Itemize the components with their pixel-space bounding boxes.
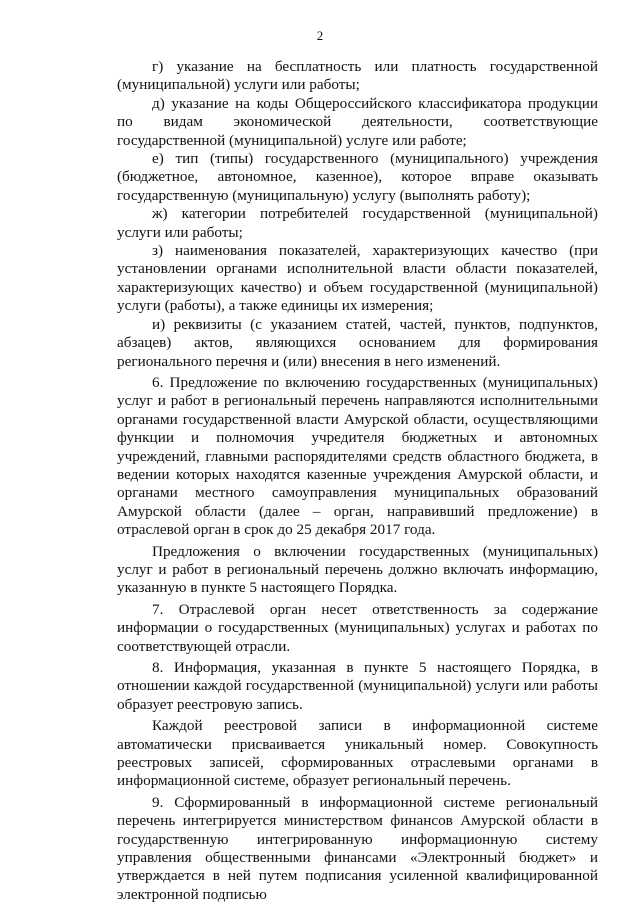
document-body: [117, 58, 598, 904]
paragraph-g-free-or-paid: г) указание на бесплатность или платность государственной (муниципальной) услуги или работы;: [117, 58, 598, 94]
paragraph-z-indicators: з) наименования показателей, характеризующих качество (при установлении органами исполнительной власти области показателей, характеризующих качество) и объем государственной (муниципальной) услуги (работы), а также единицы их измерения;: [117, 242, 598, 315]
paragraph-proposal-content: Предложения о включении государственных (муниципальных) услуг и работ в региональный перечень должно включать информацию, указанную в пункте 5 настоящего Порядка.: [117, 542, 598, 597]
paragraph-e-institution-type: е) тип (типы) государственного (муниципального) учреждения (бюджетное, автономное, казенное), которое вправе оказывать государственную (муниципальную) услугу (выполнять работу);: [117, 150, 598, 204]
paragraph-7-responsibility: 7. Отраслевой орган несет ответственность за содержание информации о государственных (муниципальных) услугах и работах по соответствующей отрасли.: [117, 600, 598, 655]
paragraph-9-integration: 9. Сформированный в информационной системе региональный перечень интегрируется министерством финансов Амурской области в государственную интегрированную информационную систему управления общественными финансами «Электронный бюджет» и утверждается в ней путем подписания усиленной квалифицированной электронной подписью: [117, 793, 598, 903]
paragraph-6-proposals: 6. Предложение по включению государственных (муниципальных) услуг и работ в региональный перечень направляются исполнительными органами государственной власти Амурской области, осуществляющими функции и полномочия учредителя бюджетных и автономных учреждений, главными распорядителями средств областного бюджета, в ведении которых находятся казенные учреждения Амурской области, и органами местного самоуправления муниципальных образований Амурской области (далее – орган, направивший предложение) в отраслевой орган в срок до 25 декабря 2017 года.: [117, 373, 598, 539]
paragraph-i-act-details: и) реквизиты (с указанием статей, частей, пунктов, подпунктов, абзацев) актов, являющихся основанием для формирования регионального перечня и (или) внесения в него изменений.: [117, 315, 598, 370]
paragraph-registry-number: Каждой реестровой записи в информационной системе автоматически присваивается уникальный номер. Совокупность реестровых записей, сформированных отраслевыми органами в информационной системе, образует региональный перечень.: [117, 717, 598, 790]
paragraph-zh-consumer-categories: ж) категории потребителей государственной (муниципальной) услуги или работы;: [117, 205, 598, 241]
paragraph-d-okpd-codes: д) указание на коды Общероссийского классификатора продукции по видам экономической деятельности, соответствующие государственной (муниципальной) услуге или работе;: [117, 94, 598, 149]
paragraph-8-registry-entry: 8. Информация, указанная в пункте 5 настоящего Порядка, в отношении каждой государственной (муниципальной) услуги или работы образует реестровую запись.: [117, 659, 598, 713]
page-number: 2: [316, 28, 324, 43]
